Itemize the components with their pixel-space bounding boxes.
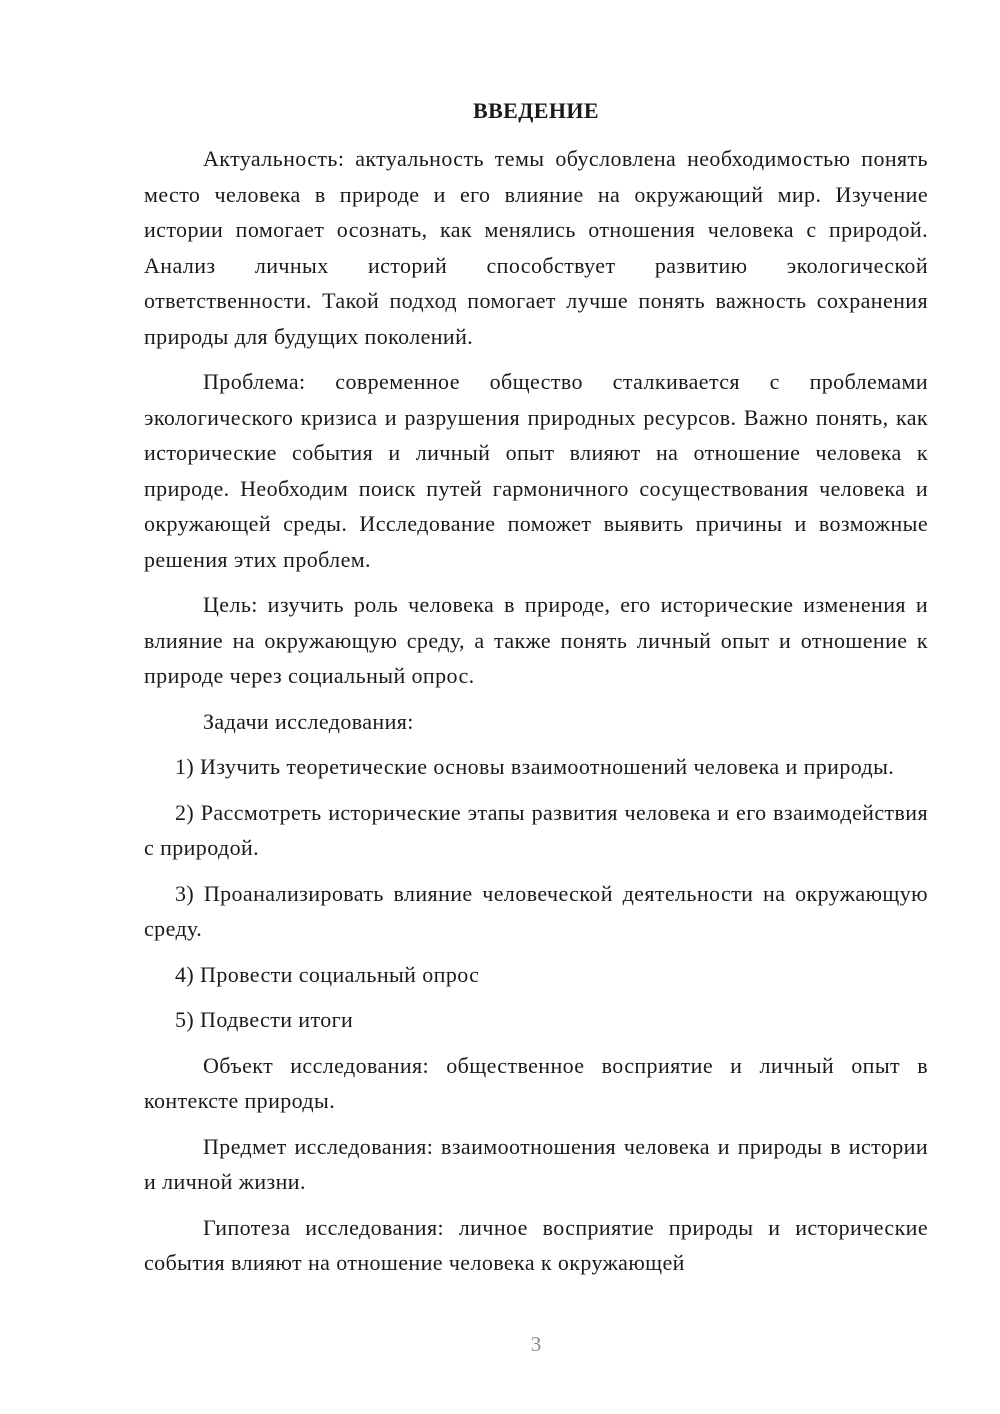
goal-paragraph: Цель: изучить роль человека в природе, его исторические изменения и влияние на окружающую среду, а также понять личный опыт и отношение к природе через социальный опрос. [144,592,928,688]
problem-paragraph: Проблема: современное общество сталкивается с проблемами экологического кризиса и разрушения природных ресурсов. Важно понять, как исторические события и личный опыт влияют на отношение человека к природе. Необходим поиск путей гармоничного сосуществования человека и окружающей среды. Исследование поможет выявить причины и возможные решения этих проблем. [144,369,928,572]
subject-paragraph: Предмет исследования: взаимоотношения человека и природы в истории и личной жизни. [144,1133,928,1194]
task-item-3: 3) Проанализировать влияние человеческой деятельности на окружающую среду. [144,880,928,941]
hypothesis-paragraph: Гипотеза исследования: личное восприятие природы и исторические события влияют на отношение человека к окружающей [144,1214,928,1275]
task-item-5: 5) Подвести итоги [175,1007,354,1032]
page-number: 3 [530,1332,542,1356]
document-body [144,93,928,1291]
task-item-1: 1) Изучить теоретические основы взаимоотношений человека и природы. [175,754,895,779]
tasks-heading: Задачи исследования: [203,708,414,734]
task-item-2: 2) Рассмотреть исторические этапы развития человека и его взаимодействия с природой. [144,799,928,860]
object-paragraph: Объект исследования: общественное восприятие и личный опыт в контексте природы. [144,1052,928,1113]
task-item-4: 4) Провести социальный опрос [175,961,480,987]
section-title: ВВЕДЕНИЕ [473,98,599,123]
relevance-paragraph: Актуальность: актуальность темы обусловлена необходимостью понять место человека в природе и его влияние на окружающий мир. Изучение истории помогает осознать, как менялись отношения человека с природой. Анализ личных историй способствует развитию экологической ответственности. Такой подход помогает лучше понять важность сохранения природы для будущих поколений. [144,146,928,349]
